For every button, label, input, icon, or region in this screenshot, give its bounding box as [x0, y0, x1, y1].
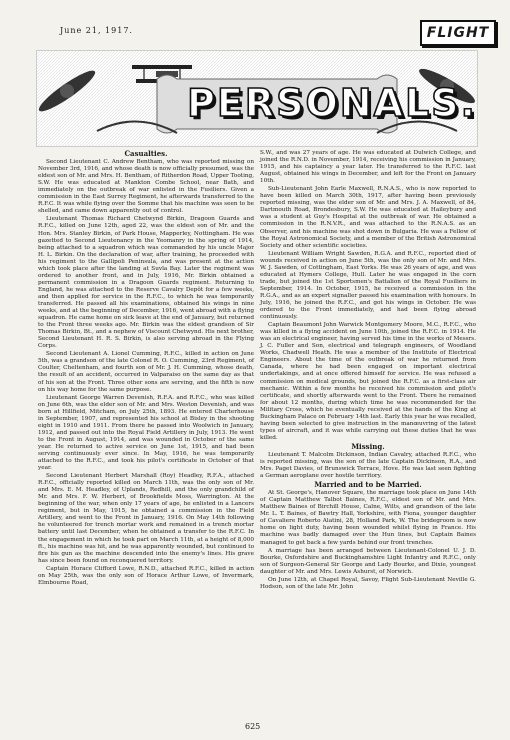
page-number: 625	[245, 722, 261, 731]
left-column	[38, 150, 254, 588]
married-heading: Married and to be Married.	[314, 480, 422, 490]
article-paragraph: Second Lieutenant Herbert Marshall (Roy) Headley, R.F.A., attached R.F.C., officially reported killed on March 11th, was the only son of Mr. and Mrs. E. M. Headley, of Uplands, Redhill, and the only grandchild of Mr. and Mrs. F. W. Herbert, of Brookfields Moss, Warrington. At the beginning of the war, when only 17 years of age, he enlisted in a Lancers regiment, but in May, 1915, he obtained a commission in the Field Artillery, and went to the Front in January, 1916. On May 14th following he volunteered for trench mortar work and remained in a trench mortar battery until last December, when he obtained a transfer to the R.F.C. In the engagement in which he took part on March 11th, at a height of 8,000 ft., his machine was hit, and he was apparently wounded, but continued to fire his gun as the machine descended into the enemy's lines. His grave has since been found on reconquered territory.	[38, 473, 254, 564]
issue-date: June 21, 1917.	[60, 26, 133, 35]
article-paragraph: At St. George's, Hanover Square, the marriage took place on June 14th of Captain Matthew Talbot Baines, R.F.C., eldest son of Mr. and Mrs. Matthew Baines of Birchill House, Calne, Wilts, and grandson of the late Mr. L. T. Baines, of Bawtry Hall, Yorkshire, with Fiona, younger daughter of Cavaliere Roberto Alatini, 28, Holland Park, W. The bridegroom is now home on light duty, having been wounded whilst flying in France. His machine was badly damaged over the Hun lines, but Captain Baines managed to get back a few yards behind our front trenches.	[260, 490, 476, 546]
flight-logo: FLIGHT	[420, 20, 496, 46]
article-paragraph: Captain Beaumont John Warwick Montgomery Moore, M.C., R.F.C., who was killed in a flying accident on June 10th, joined the R.F.C. in 1914. He was an electrical engineer, having served his time in the works of Messrs. J. C. Fuller and Son, electrical and telegraph engineers, of Woodland Works, Chadwell Heath. He was a member of the Institute of Electrical Engineers. About the time of the outbreak of war he returned from Canada, where he had been engaged on important electrical undertakings, and at once offered himself for service. He was refused a commission on medical grounds, but joined the R.F.C. as a first-class air mechanic. Within a few months he received his commission and pilot's certificate, and shortly afterwards went to the Front. There he remained for about 12 months, during which time he was recommended for the Military Cross, which he eventually received at the hands of the King at Buckingham Palace on February 14th last. Early this year he was recalled, having been selected to give instruction in the manœuvring of the latest types of aircraft, and it was while carrying out these duties that he was killed.	[260, 322, 476, 441]
article-paragraph: S.W., and was 27 years of age. He was educated at Dulwich College, and joined the R.N.D. in November, 1914, receiving his commission in January, 1915, and his captaincy a year later. He transferred to the R.F.C. last August, obtained his wings in December, and left for the Front on January 10th.	[260, 150, 476, 185]
article-paragraph: Sub-Lieutenant John Earle Maxwell, R.N.A.S., who is now reported to have been killed on March 30th, 1917, after having been previously reported missing, was the elder son of Mr. and Mrs. J. A. Maxwell, of 84, Dartmouth Road, Brondesbury, S.W. He was educated at Haileybury and was a student at Guy's Hospital at the outbreak of war. He obtained a commission in the R.N.V.R., and was attached to the R.N.A.S. as an Observer, and his machine was shot down in Bulgaria. He was a Fellow of the Royal Astronomical Society, and a member of the British Astronomical Society and other scientific societies.	[260, 186, 476, 249]
article-paragraph: Lieutenant Thomas Richard Chetwynd Birkin, Dragoon Guards and R.F.C., killed on June 12th, aged 22, was the eldest son of Mr. and the Hon. Mrs. Stanley Birkin, of Park House, Mapperley, Nottingham. He was gazetted to Second Lieutenancy in the Yeomanry in the spring of 1914, being attached to a squadron which was commanded by his uncle Major H. L. Birkin. On the declaration of war, after training, he proceeded with his regiment to the Gallipoli Peninsula, and was present at the action which took place after the landing at Suvla Bay. Later the regiment was ordered to another front, and in July, 1916, Mr. Birkin obtained a permanent commission in a Dragoon Guards regiment. Returning to England, he was attached to the Reserve Cavalry Depôt for a few weeks, and then applied for service in the R.F.C., to which he was temporarily transferred. He passed all his examinations, obtained his wings in nine weeks, and at the beginning of December, 1916, went abroad with a flying squadron. He came home on sick leave at the end of January, but returned to the Front three weeks ago. Mr. Birkin was the eldest grandson of Sir Thomas Birkin, Bt., and a nephew of Viscount Chetwynd. His next brother, Second Lieutenant H. R. S. Birkin, is also serving abroad in the Flying Corps.	[38, 216, 254, 350]
right-column	[260, 150, 476, 592]
casualties-heading: Casualties.	[124, 149, 168, 158]
article-paragraph: A marriage has been arranged between Lieutenant-Colonel U. J. D. Bourke, Oxfordshire and Buckinghamshire Light Infantry and R.F.C., only son of Surgeon-General Sir George and Lady Bourke, and Dixie, youngest daughter of Mr. and Mrs. Lewis Ashurst, of Norwich.	[260, 547, 476, 575]
article-paragraph: Lieutenant George Warren Devenish, R.F.A. and R.F.C., who was killed on June 6th, was the elder son of Mr. and Mrs. Weston Devenish, and was born at Hillfield, Mitcham, on July 25th, 1893. He entered Charterhouse in September, 1907, and represented his school at Bisley in the shooting eight in 1910 and 1911. From there he passed into Woolwich in January, 1912, and passed out into the Royal Field Artillery in July, 1913. He went to the Front in August, 1914, and was wounded in October of the same year. He returned to active service on June 1st, 1915, and had been serving continuously ever since. In May, 1916, he was temporarily attached to the R.F.C., and took his pilot's certificate in October of that year.	[38, 394, 254, 472]
article-paragraph: Lieutenant T. Malcolm Dickinson, Indian Cavalry, attached R.F.C., who is reported missing, was the son of the late Captain Dickinson, R.A., and Mrs. Paget Davies, of Brunswick Terrace, Hove. He was last seen fighting a German aeroplane over hostile territory.	[260, 451, 476, 480]
missing-heading: Missing.	[351, 441, 385, 451]
article-paragraph: On June 12th, at Chapel Royal, Savoy, Flight Sub-Lieutenant Neville G. Hodson, son of the late Mr. John	[260, 576, 476, 590]
article-paragraph: Captain Horace Clifford Lowe, R.N.D., attached R.F.C., killed in action on May 25th, was the only son of Horace Arthur Lowe, of Invermark, Elmbourne Road,	[38, 565, 254, 586]
article-paragraph: Second Lieutenant C. Andrew Bentham, who was reported missing on November 3rd, 1916, and whose death is now officially presumed, was the eldest son of Mr. and Mrs. H. Bentham, of Ritherdon Road, Upper Tooting, S.W. He was educated at Mankton Combe School, near Bath, and immediately on the outbreak of war enlisted in the Fusiliers. Given a commission in the East Surrey Regiment, he afterwards transferred to the R.F.C. It was while flying over the Somme that his machine was seen to be shelled, and came down apparently out of control.	[38, 159, 254, 215]
personals-banner	[36, 50, 478, 147]
article-paragraph: Second Lieutenant A. Lionel Cumming, R.F.C., killed in action on June 5th, was a grandson of the late Colonel R. O. Cumming, 23rd Regiment, of Coulter, Cheltenham, and fourth son of Mr. J. H. Cumming, whose death, the result of an accident, occurred in Valparaiso on the same day as that of his son at the Front. Three other sons are serving, and the fifth is now on his way home for the same purpose.	[38, 351, 254, 393]
article-paragraph: Lieutenant William Wright Sawden, R.G.A. and R.F.C., reported died of wounds received in action on June 5th, was the only son of Mr. and Mrs. W. J. Sawden, of Cottingham, East Yorks. He was 26 years of age, and was educated at Hymers College, Hull. Later he was engaged in the corn trade, but joined the 1st Sportsmen's Battalion of the Royal Fusiliers in September, 1914. In October, 1915, he received a commission in the R.G.A., and as an expert signaller passed his examination with honours. In July, 1916, he joined the R.F.C., and got his wings in October. He was ordered to the Front immediately, and had been flying abroad continuously.	[260, 250, 476, 321]
banner-title: PERSONALS.	[187, 81, 477, 125]
